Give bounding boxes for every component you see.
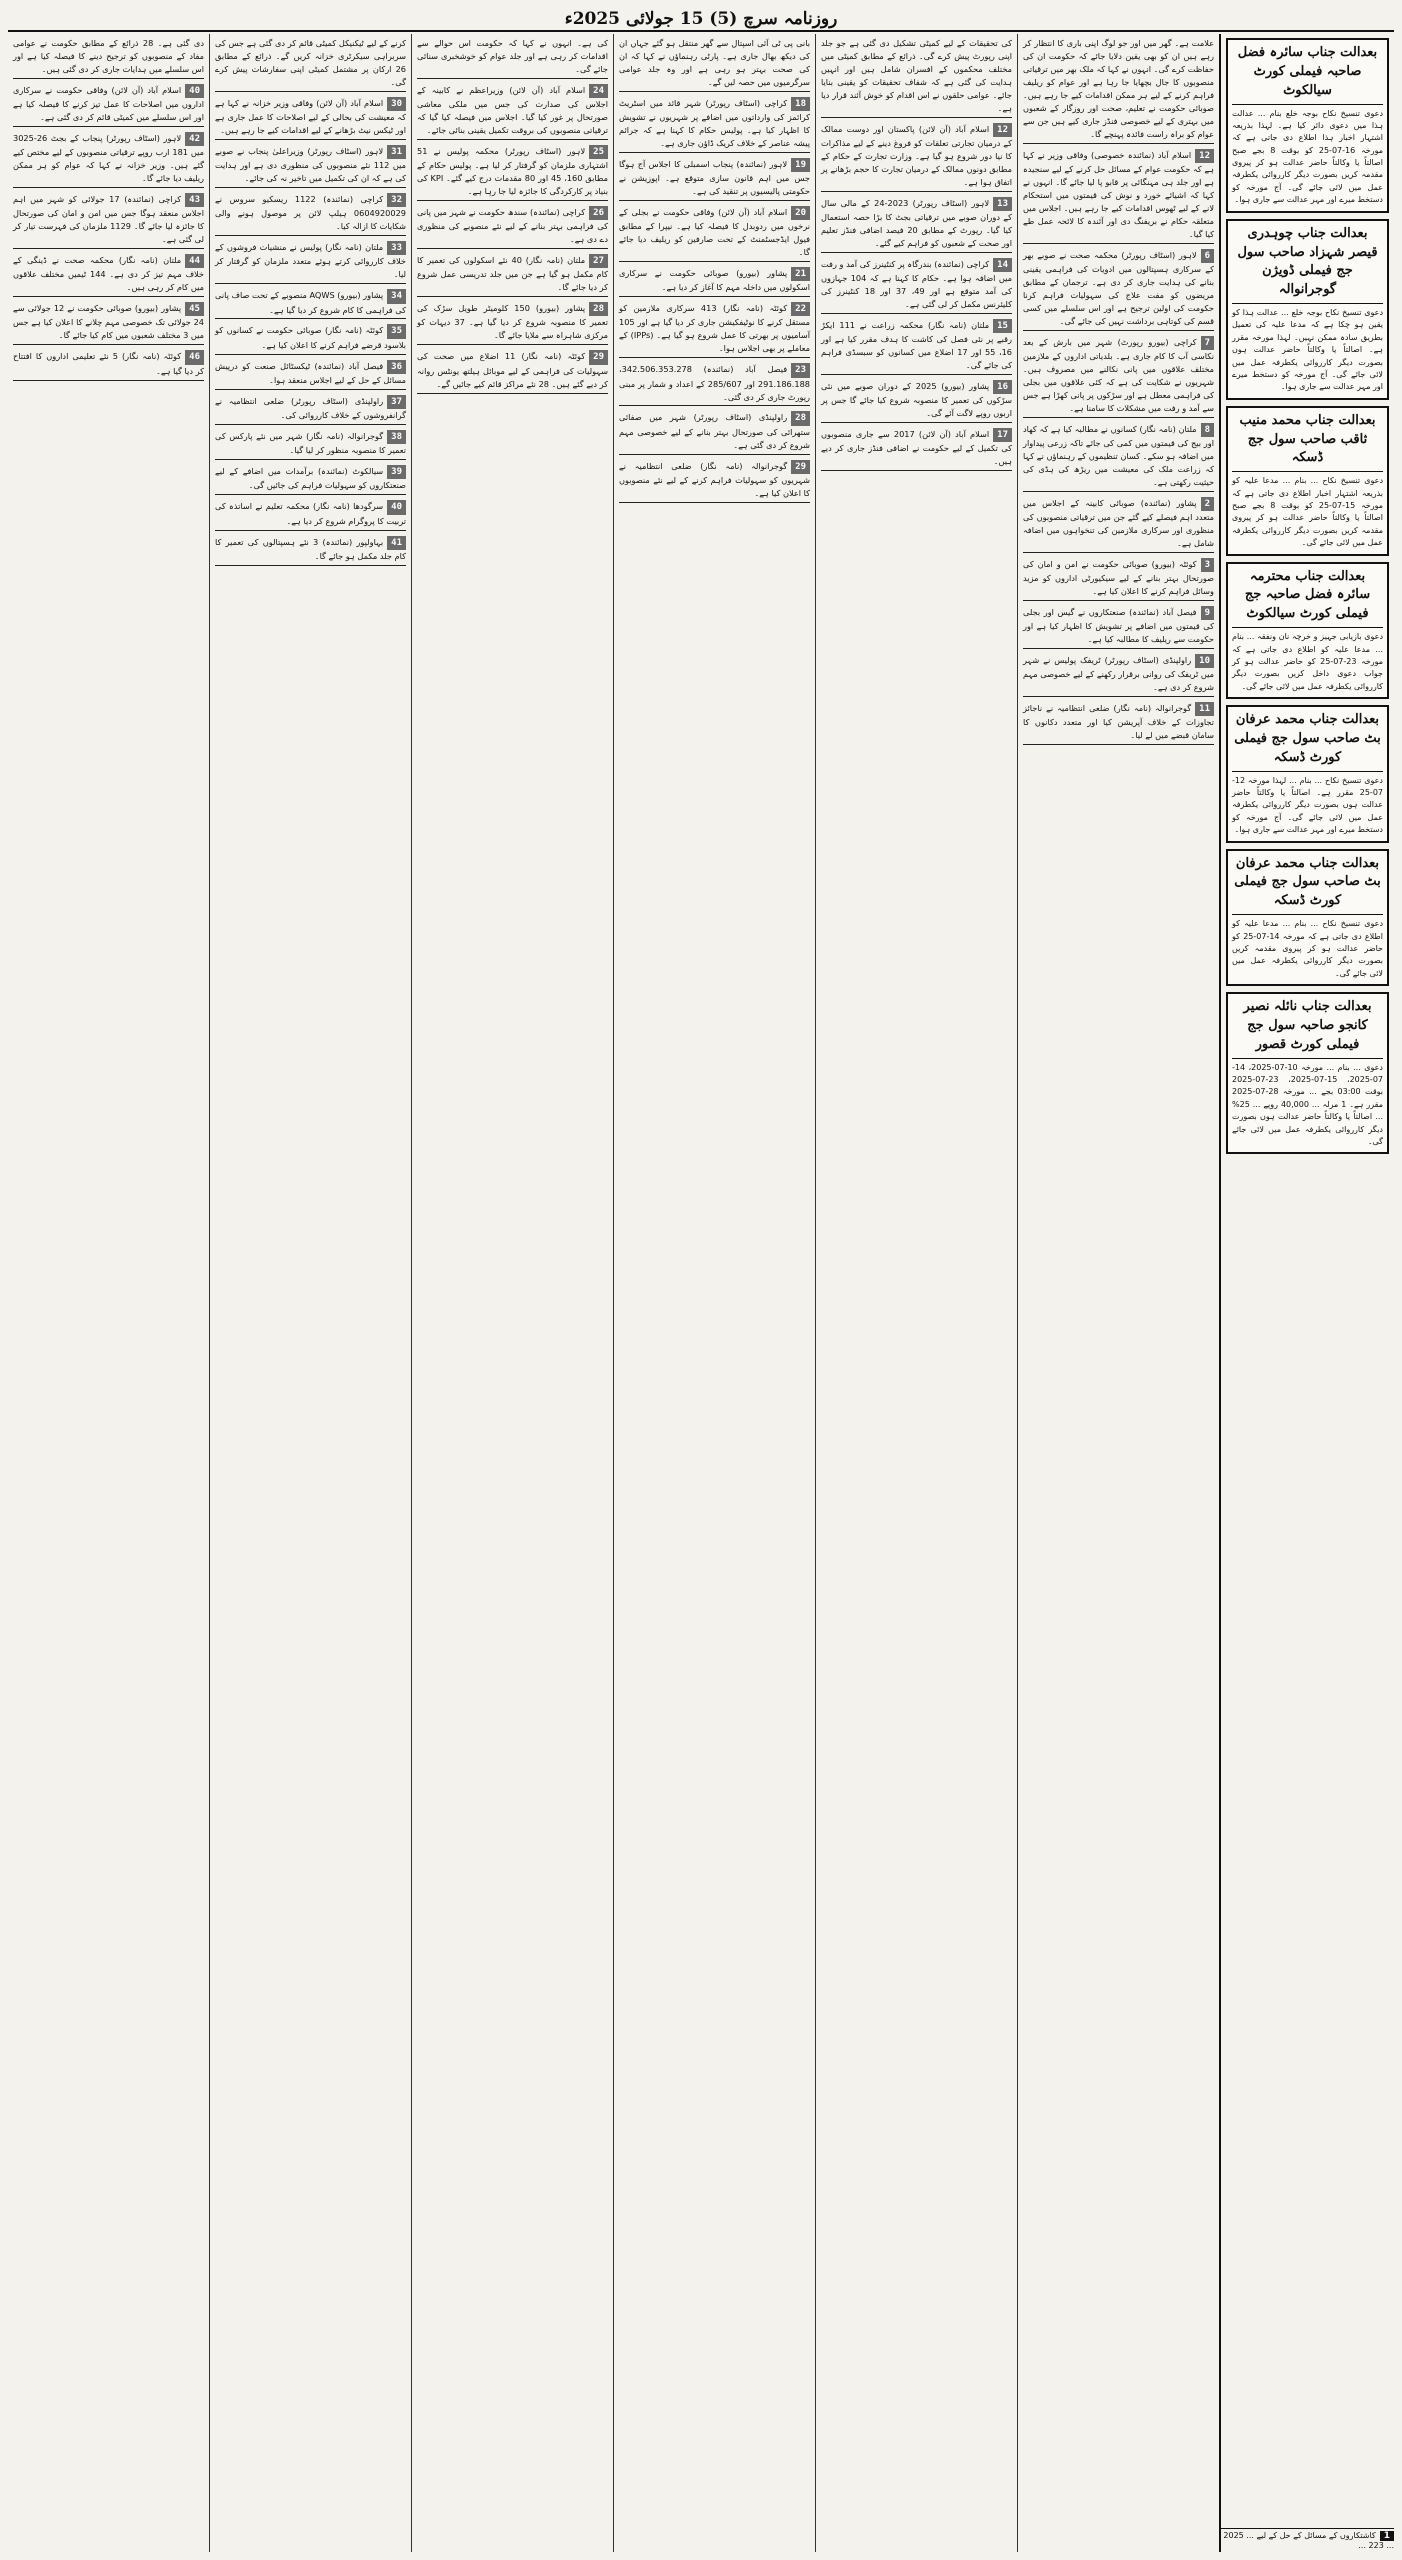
news-item-text-wrap: [417, 206, 608, 246]
news-item-text: ملتان (نامہ نگار) محکمہ زراعت نے 111 ایکڑ رقبے پر نئی فصل کی کاشت کا ہدف مقرر کیا ہے اور 16، 55 اور 17 اضلاع میں کسانوں کو سبسڈی فراہم کی جائے گی۔: [821, 319, 1013, 371]
news-item-number-badge: 23: [791, 363, 810, 377]
news-item-text-wrap: [1023, 249, 1214, 328]
news-item-text-wrap: [215, 97, 406, 137]
news-item-text-wrap: [1023, 654, 1214, 694]
court-notice: [1226, 562, 1389, 699]
news-column-6: [8, 34, 209, 2552]
news-item: [13, 302, 204, 345]
news-item-text-wrap: [215, 536, 406, 563]
news-item-text-wrap: [619, 37, 810, 89]
news-item-divider: [215, 459, 406, 460]
news-item-divider: [821, 422, 1012, 423]
news-item-text-wrap: [13, 132, 204, 185]
news-item-text: گوجرانوالہ (نامہ نگار) شہر میں نئے پارکس کی تعمیر کا منصوبہ منظور کر لیا گیا۔: [215, 431, 406, 456]
news-item-divider: [619, 296, 810, 297]
news-item-text-wrap: [1023, 497, 1214, 550]
news-item-text-wrap: [215, 324, 406, 351]
court-notice-body: دعوی تنسیخ نکاح ... بنام ... مدعا علیہ کو بذریعہ اشتہار اخبار اطلاع دی جاتی ہے کہ مورخہ 15-07-25 کو بوقت 8 بجے صبح اصالتاً یا وکالتاً حاضر عدالت ہو کر پیروی مقدمہ کریں بصورت دیگر کارروائی یکطرفہ عمل میں لائی جائے گی۔: [1232, 476, 1383, 548]
news-item-text: لاہور (اسٹاف رپورٹر) محکمہ پولیس نے 51 اشتہاری ملزمان کو گرفتار کر لیا ہے۔ پولیس حکام کے مطابق 160، 45 اور 80 مقدمات درج کیے گئے۔ KPI کی بنیاد پر کارکردگی کا جائزہ لیا جا رہا ہے۔: [417, 145, 608, 197]
news-item-text: راولپنڈی (اسٹاف رپورٹر) شہر میں صفائی ستھرائی کی صورتحال بہتر بنانے کے لیے خصوصی مہم شروع کر دی گئی ہے۔: [619, 412, 810, 450]
news-item: [1023, 702, 1214, 745]
court-notice-body: دعوی تنسیخ نکاح بوجہ خلع بنام ... عدالت ہذا میں دعوی دائر کیا ہے۔ لہذا بذریعہ اشتہار اخبار ہذا اطلاع دی جاتی ہے کہ مورخہ 16-07-25 کو بوقت 8 بجے صبح اصالتاً یا وکالتاً حاضر عدالت ہو کر پیروی مقدمہ کریں بصورت دیگر کارروائی یکطرفہ عمل میں لائی جائے گی۔ آج مورخہ کو دستخط میرے اور مہر عدالت سے جاری ہوا۔: [1232, 108, 1383, 205]
news-item-text-wrap: [619, 302, 810, 355]
news-item-number-badge: 31: [387, 145, 406, 159]
news-item-text: پشاور (بیورو) AQWS منصوبے کے تحت صاف پانی کی فراہمی کا کام شروع کر دیا گیا ہے۔: [215, 290, 406, 315]
news-item: [619, 302, 810, 358]
news-item-text: لاہور (اسٹاف رپورٹر) پنجاب کے بجٹ 26-3025 میں 181 ارب روپے ترقیاتی منصوبوں کے لیے مختص کیے گئے ہیں۔ وزیر خزانہ نے کہا کہ عوام کو ہر ممکن ریلیف دیا جائے گا۔: [13, 132, 204, 184]
news-item: [821, 380, 1012, 423]
news-item-number-badge: 40: [387, 500, 406, 514]
news-item-text: پشاور (بیورو) صوبائی حکومت نے سرکاری اسکولوں میں داخلہ مہم کا آغاز کر دیا ہے۔: [619, 268, 810, 293]
news-item-divider: [1023, 552, 1214, 553]
news-item: [417, 254, 608, 297]
news-item-divider: [13, 78, 204, 79]
news-item-text: علامت ہے۔ گھر میں اور جو لوگ اپنی باری کا انتظار کر رہے ہیں ان کو بھی یقین دلایا جائے کہ حکومت ان کی حفاظت کرے گی۔ انہوں نے کہا کہ ملک بھر میں ترقیاتی منصوبوں کا جال بچھایا جا رہا ہے اور عوام کو ریلیف فراہم کرنے کے لیے ہر ممکن اقدامات کیے جا رہے ہیں۔ صوبائی حکومت نے تعلیم، صحت اور روزگار کے شعبوں میں بہتری کے لیے خصوصی فنڈز جاری کیے ہیں جن سے عوام کو براہ راست فائدہ پہنچے گا۔: [1023, 38, 1214, 139]
footer-text: کاشتکاروں کے مسائل کے حل کے لیے ... 2025 ... 223 ...: [1223, 2531, 1394, 2550]
news-item: [619, 267, 810, 297]
news-item-divider: [1023, 744, 1214, 745]
news-item: [619, 158, 810, 201]
news-item-text: ملتان (نامہ نگار) کسانوں نے مطالبہ کیا ہے کہ کھاد اور بیج کی قیمتوں میں کمی کی جائے تاکہ زرعی پیداوار میں اضافہ ہو سکے۔ کسان تنظیموں کے رہنماؤں نے کہا کہ زراعت ملک کی معیشت میں ریڑھ کی ہڈی کی حیثیت رکھتی ہے۔: [1023, 423, 1214, 487]
news-item-text-wrap: [821, 37, 1012, 115]
news-item-divider: [215, 187, 406, 188]
news-item-divider: [1023, 648, 1214, 649]
news-item-text-wrap: [619, 158, 810, 198]
news-item-divider: [13, 126, 204, 127]
news-item-text-wrap: [13, 37, 204, 76]
news-item-text: لاہور (نمائندہ) پنجاب اسمبلی کا اجلاس آج ہوگا جس میں اہم قانون سازی متوقع ہے۔ اپوزیشن نے حکومتی پالیسیوں پر تنقید کی ہے۔: [619, 158, 810, 197]
court-notice-title: بعدالت جناب نائلہ نصیر کانجو صاحبہ سول جج فیملی کورٹ قصور: [1232, 998, 1383, 1059]
news-item: [13, 37, 204, 79]
news-item-number-badge: 13: [993, 197, 1012, 211]
news-item-text: لاہور (اسٹاف رپورٹر) محکمہ صحت نے صوبے بھر کے سرکاری ہسپتالوں میں ادویات کی فراہمی یقینی بنانے کی ہدایت جاری کر دی ہے۔ ترجمان کے مطابق مریضوں کو مفت علاج کی سہولیات فراہم کرنا حکومت کی اولین ترجیح ہے اور اس سلسلے میں کسی قسم کی کوتاہی برداشت نہیں کی جائے گی۔: [1023, 249, 1214, 326]
news-item-divider: [215, 565, 406, 566]
news-item-number-badge: 8: [1201, 423, 1214, 437]
news-item-text-wrap: [1023, 336, 1214, 415]
news-item: [417, 206, 608, 249]
news-item: [1023, 558, 1214, 601]
news-item: [215, 536, 406, 566]
news-item-text-wrap: [215, 193, 406, 233]
news-item-number-badge: 28: [589, 302, 608, 316]
news-item-divider: [417, 200, 608, 201]
news-item-text-wrap: [215, 395, 406, 422]
news-item-text: اسلام آباد (آن لائن) وفاقی وزیر خزانہ نے کہا ہے کہ معیشت کی بحالی کے لیے اصلاحات کا عمل جاری ہے اور ٹیکس نیٹ بڑھانے کے لیے اقدامات کیے جا رہے ہیں۔: [215, 97, 406, 135]
news-item-number-badge: 24: [589, 84, 608, 98]
news-item-number-badge: 34: [387, 289, 406, 303]
news-item-text: گوجرانوالہ (نامہ نگار) ضلعی انتظامیہ نے ناجائز تجاوزات کے خلاف آپریشن کیا اور متعدد دکانوں کا سامان قبضے میں لے لیا۔: [1023, 703, 1214, 741]
news-item-text: لاہور (اسٹاف رپورٹر) 2023-24 کے مالی سال کے دوران صوبے میں ترقیاتی بجٹ کا بڑا حصہ استعمال کیا گیا۔ رپورٹ کے مطابق 20 فیصد اضافی فنڈز تعلیم اور صحت کے شعبوں کو فراہم کیے گئے۔: [821, 197, 1012, 248]
news-item-number-badge: 28: [791, 411, 810, 425]
news-item-text-wrap: [215, 289, 406, 316]
news-item: [1023, 606, 1214, 649]
news-item-text: ملتان (نامہ نگار) 40 نئے اسکولوں کی تعمیر کا کام مکمل ہو گیا ہے جن میں جلد تدریسی عمل شروع کر دیا جائے گا۔: [417, 255, 608, 293]
news-item-number-badge: 43: [185, 193, 204, 207]
news-item: [215, 145, 406, 188]
news-item-number-badge: 44: [185, 254, 204, 268]
news-item-divider: [1023, 491, 1214, 492]
news-item-divider: [1023, 330, 1214, 331]
news-item: [821, 123, 1012, 192]
court-notice-title: بعدالت جناب سائرہ فضل صاحبہ فیملی کورٹ سیالکوٹ: [1232, 44, 1383, 105]
news-item-text: کوئٹہ (بیورو) صوبائی حکومت نے امن و امان کی صورتحال بہتر بنانے کے لیے سیکیورٹی اداروں کو مزید وسائل فراہم کرنے کا اعلان کیا ہے۔: [1023, 558, 1214, 596]
news-item-text: اسلام آباد (آن لائن) پاکستان اور دوست ممالک کے درمیان تجارتی تعلقات کو فروغ دینے کے لیے مذاکرات کا نیا دور شروع ہو گیا ہے۔ وزارت تجارت کے حکام کے مطابق دونوں ممالک کے درمیان تجارت کا حجم بڑھانے پر اتفاق ہوا ہے۔: [821, 123, 1012, 187]
news-item-divider: [417, 296, 608, 297]
news-item-number-badge: 17: [993, 428, 1012, 442]
news-item: [1023, 249, 1214, 331]
news-item-text-wrap: [619, 411, 810, 451]
news-item-divider: [215, 354, 406, 355]
news-item-number-badge: 25: [589, 145, 608, 159]
news-item-number-badge: 6: [1201, 249, 1214, 263]
news-item-divider: [1023, 600, 1214, 601]
court-notice: [1226, 992, 1389, 1154]
news-column-1: [1017, 34, 1219, 2552]
news-item-number-badge: 16: [993, 380, 1012, 394]
news-item-text: سیالکوٹ (نمائندہ) برآمدات میں اضافے کے لیے صنعتکاروں کو سہولیات فراہم کی جائیں گی۔: [215, 466, 406, 491]
news-item: [1023, 654, 1214, 697]
news-item-divider: [13, 248, 204, 249]
news-item-number-badge: 9: [1201, 606, 1214, 620]
footer-number-badge: 1: [1380, 2531, 1394, 2541]
news-item-text: کراچی (اسٹاف رپورٹر) شہر قائد میں اسٹریٹ کرائمز کی وارداتوں میں اضافے پر شہریوں نے تشویش کا اظہار کیا ہے۔ پولیس حکام کا کہنا ہے کہ جرائم پیشہ عناصر کے خلاف کریک ڈاؤن جاری ہے۔: [619, 97, 810, 148]
news-item-divider: [619, 261, 810, 262]
news-item: [1023, 37, 1214, 144]
news-item-number-badge: 12: [993, 123, 1012, 137]
news-item-text: بہاولپور (نمائندہ) 3 نئے ہسپتالوں کی تعمیر کا کام جلد مکمل ہو جائے گا۔: [215, 536, 406, 561]
news-item-text-wrap: [821, 197, 1012, 250]
court-notice-body: دعوی تنسیخ نکاح ... بنام ... لہذا مورخہ 12-07-25 مقرر ہے۔ اصالتاً یا وکالتاً حاضر عدالت ہوں بصورت دیگر کارروائی یکطرفہ عمل میں لائی جائے گی۔ آج مورخہ کو دستخط میرے اور مہر عدالت سے جاری ہوا۔: [1232, 775, 1383, 835]
news-item-text-wrap: [1023, 606, 1214, 646]
news-item: [215, 500, 406, 530]
news-item: [417, 37, 608, 79]
news-item-divider: [821, 252, 1012, 253]
news-item-text-wrap: [1023, 423, 1214, 489]
news-column-5: [209, 34, 411, 2552]
news-item-number-badge: 29: [589, 350, 608, 364]
news-item-text: کوئٹہ (نامہ نگار) صوبائی حکومت نے کسانوں کو بلاسود قرضے فراہم کرنے کا اعلان کیا ہے۔: [215, 325, 406, 350]
news-item: [215, 241, 406, 284]
news-item-text: اسلام آباد (آن لائن) وزیراعظم نے کابینہ کے اجلاس کی صدارت کی جس میں ملکی معاشی صورتحال پر غور کیا گیا۔ اجلاس میں فیصلہ کیا گیا کہ ترقیاتی منصوبوں کی بروقت تکمیل یقینی بنائی جائے۔: [417, 84, 608, 135]
news-column-3: [613, 34, 815, 2552]
news-item-text: کوئٹہ (نامہ نگار) 5 نئے تعلیمی اداروں کا افتتاح کر دیا گیا ہے۔: [13, 351, 204, 376]
news-item: [1023, 423, 1214, 492]
court-notice-title: بعدالت جناب چوہدری قیصر شہزاد صاحب سول جج فیملی ڈویژن گوجرانوالہ: [1232, 225, 1383, 304]
news-item-text: گوجرانوالہ (نامہ نگار) ضلعی انتظامیہ نے شہریوں کو سہولیات فراہم کرنے کے لیے نئے منصوبوں کا اعلان کیا ہے۔: [619, 460, 810, 498]
court-notice: [1226, 849, 1389, 986]
news-item-divider: [619, 405, 810, 406]
news-item-text: کراچی (نمائندہ) بندرگاہ پر کنٹینرز کی آمد و رفت میں اضافہ ہوا ہے۔ حکام کا کہنا ہے کہ 104 جہازوں کی آمد متوقع ہے اور 49، 37 اور 18 کنٹینرز کی کلیئرنس مکمل کر لی گئی ہے۔: [821, 258, 1013, 309]
news-item-text: بانی پی ٹی آئی اسپتال سے گھر منتقل ہو گئے جہاں ان کی دیکھ بھال جاری ہے۔ پارٹی رہنماؤں نے کہا کہ ان کی صحت بہتر ہو رہی ہے اور وہ جلد عوامی سرگرمیوں میں حصہ لیں گے۔: [619, 38, 810, 87]
news-item-text-wrap: [13, 193, 204, 246]
news-item-text: کراچی (نمائندہ) 1122 ریسکیو سروس نے 0604920029 ہیلپ لائن پر موصول ہونے والی شکایات کا ازالہ کیا۔: [215, 194, 406, 232]
news-item-divider: [417, 78, 608, 79]
news-item: [215, 360, 406, 390]
court-notice-body: دعوی بازیابی جہیز و خرچہ نان ونفقہ ... بنام ... مدعا علیہ کو اطلاع دی جاتی ہے کہ مورخہ 23-07-25 کو حاضر عدالت ہو کر جواب دعوی داخل کریں بصورت دیگر کارروائی یکطرفہ عمل میں لائی جائے گی۔: [1232, 632, 1383, 691]
news-item-text-wrap: [619, 460, 810, 500]
news-item-text-wrap: [821, 123, 1012, 189]
news-item: [215, 324, 406, 354]
news-item-number-badge: 36: [387, 360, 406, 374]
news-item: [215, 37, 406, 92]
news-item-text: کی ہے۔ انہوں نے کہا کہ حکومت اس حوالے سے اقدامات کر رہی ہے اور جلد عوام کو خوشخبری سنائی جائے گی۔: [417, 38, 608, 74]
news-item-text-wrap: [417, 350, 608, 390]
news-item-divider: [619, 357, 810, 358]
news-item-text-wrap: [13, 302, 204, 342]
news-item-divider: [215, 283, 406, 284]
news-item: [215, 193, 406, 236]
news-item-divider: [13, 296, 204, 297]
court-notice-title: بعدالت جناب محمد عرفان بٹ صاحب سول جج فیملی کورٹ ڈسکہ: [1232, 711, 1383, 772]
news-item: [215, 465, 406, 495]
news-item: [13, 350, 204, 380]
court-notice-title: بعدالت جناب محترمہ سائرہ فضل صاحبہ جج فیملی کورٹ سیالکوٹ: [1232, 568, 1383, 629]
news-item-divider: [13, 380, 204, 381]
news-item-text: ملتان (نامہ نگار) پولیس نے منشیات فروشوں کے خلاف کارروائی کرتے ہوئے متعدد ملزمان کو گرفتار کر لیا۔: [215, 242, 406, 280]
news-item-divider: [417, 393, 608, 394]
news-column-2: [815, 34, 1017, 2552]
news-item-text-wrap: [215, 145, 406, 185]
news-item-text: اسلام آباد (آن لائن) وفاقی حکومت نے بجلی کے نرخوں میں ردوبدل کا فیصلہ کیا ہے۔ نیپرا کے مطابق فیول ایڈجسٹمنٹ کے تحت صارفین کو ریلیف دیا جائے گا۔: [619, 207, 810, 258]
news-item: [1023, 336, 1214, 418]
news-item-divider: [215, 389, 406, 390]
news-item-text: پشاور (بیورو) صوبائی حکومت نے 12 جولائی سے 24 جولائی تک خصوصی مہم چلانے کا اعلان کیا ہے جس میں 3 مختلف شعبوں میں کام کیا جائے گا۔: [13, 303, 204, 341]
news-item-text-wrap: [821, 319, 1012, 372]
news-item-text-wrap: [1023, 702, 1214, 742]
news-item-text-wrap: [13, 254, 204, 294]
news-item-text: راولپنڈی (اسٹاف رپورٹر) ٹریفک پولیس نے شہر میں ٹریفک کی روانی برقرار رکھنے کے لیے خصوصی مہم شروع کر دی ہے۔: [1023, 654, 1214, 693]
news-item: [1023, 149, 1214, 244]
news-item-number-badge: 32: [387, 193, 406, 207]
news-item-text-wrap: [1023, 37, 1214, 141]
news-item-number-badge: 15: [993, 319, 1012, 333]
news-item: [13, 254, 204, 297]
news-item-number-badge: 38: [387, 430, 406, 444]
news-item-number-badge: 12: [1195, 149, 1214, 163]
news-item-divider: [417, 248, 608, 249]
news-item-text-wrap: [13, 84, 204, 124]
news-item: [13, 132, 204, 188]
news-item-number-badge: 10: [1195, 654, 1214, 668]
news-item-number-badge: 21: [791, 267, 810, 281]
news-item: [417, 145, 608, 201]
news-item-divider: [821, 313, 1012, 314]
news-item-text-wrap: [215, 360, 406, 387]
news-column-4: [411, 34, 613, 2552]
news-item-divider: [215, 235, 406, 236]
court-notice-title: بعدالت جناب محمد عرفان بٹ صاحب سول جج فیملی کورٹ ڈسکہ: [1232, 855, 1383, 916]
news-item-text-wrap: [215, 37, 406, 89]
news-item-text: اسلام آباد (آن لائن) وفاقی حکومت نے سرکاری اداروں میں اصلاحات کا عمل تیز کرنے کا فیصلہ کیا ہے اور اس سلسلے میں کمیٹی قائم کر دی گئی ہے۔: [13, 84, 204, 123]
news-item: [821, 319, 1012, 375]
news-item: [1023, 497, 1214, 553]
news-item-divider: [821, 117, 1012, 118]
news-item: [215, 430, 406, 460]
news-item-text-wrap: [1023, 149, 1214, 241]
news-item-divider: [821, 470, 1012, 471]
news-item-text-wrap: [619, 363, 810, 403]
columns-container: [8, 34, 1394, 2552]
news-item-divider: [821, 191, 1012, 192]
news-item-number-badge: 22: [791, 302, 810, 316]
news-item-text-wrap: [821, 428, 1012, 468]
news-item-divider: [417, 344, 608, 345]
news-item: [619, 97, 810, 153]
news-item: [215, 97, 406, 140]
news-item: [13, 193, 204, 249]
news-item-number-badge: 29: [791, 460, 810, 474]
news-item: [619, 363, 810, 406]
court-notice-title: بعدالت جناب محمد منیب ثاقب صاحب سول جج ڈسکہ: [1232, 412, 1383, 473]
news-item-number-badge: 11: [1195, 702, 1214, 716]
news-item-text-wrap: [417, 37, 608, 76]
news-item: [619, 206, 810, 262]
news-item-divider: [417, 139, 608, 140]
footer-strip: [1221, 2528, 1394, 2550]
news-item-text-wrap: [619, 97, 810, 150]
news-item-number-badge: 14: [993, 258, 1012, 272]
news-item-number-badge: 27: [589, 254, 608, 268]
news-item: [619, 460, 810, 503]
news-item-number-badge: 3: [1201, 558, 1214, 572]
news-item-number-badge: 35: [387, 324, 406, 338]
news-item-divider: [619, 152, 810, 153]
news-item-divider: [215, 530, 406, 531]
news-item-divider: [821, 374, 1012, 375]
news-item-text: لاہور (اسٹاف رپورٹر) وزیراعلیٰ پنجاب نے صوبے میں 112 نئے منصوبوں کی منظوری دی ہے اور ہدایت کی ہے کہ ان کی تکمیل میں تاخیر نہ کی جائے۔: [215, 145, 406, 184]
court-notices-column: [1219, 34, 1394, 2552]
news-item: [821, 428, 1012, 471]
news-item-number-badge: 26: [589, 206, 608, 220]
news-item-number-badge: 40: [185, 84, 204, 98]
news-item-divider: [13, 187, 204, 188]
news-item-text-wrap: [619, 267, 810, 294]
court-notice-body: دعوی ... بنام ... مورخہ 10-07-2025، 14-07-2025، 15-07-2025، 23-07-2025 بوقت 03:00 بجے ... مورخہ 28-07-2025 مقرر ہے۔ 1 مرلہ ... 40,000 روپے ... 25% ... اصالتاً یا وکالتاً حاضر عدالت ہوں بصورت دیگر کارروائی یکطرفہ عمل میں لائی جائے گی۔: [1232, 1062, 1383, 1146]
news-item-text-wrap: [417, 302, 608, 342]
court-notice: [1226, 38, 1389, 213]
news-item-divider: [215, 424, 406, 425]
court-notice: [1226, 219, 1389, 400]
news-item-text: اسلام آباد (آن لائن) 2017 سے جاری منصوبوں کی تکمیل کے لیے حکومت نے اضافی فنڈز جاری کر دیے ہیں۔: [821, 429, 1012, 467]
news-item-number-badge: 39: [387, 465, 406, 479]
news-item-text-wrap: [215, 241, 406, 281]
news-item: [215, 395, 406, 425]
news-item-text-wrap: [1023, 558, 1214, 598]
news-item-number-badge: 20: [791, 206, 810, 220]
news-item-text: ملتان (نامہ نگار) محکمہ صحت نے ڈینگی کے خلاف مہم تیز کر دی ہے۔ 144 ٹیمیں مختلف علاقوں میں کام کر رہی ہیں۔: [13, 255, 204, 293]
news-item: [821, 37, 1012, 118]
news-item-number-badge: 19: [791, 158, 810, 172]
news-item: [619, 411, 810, 454]
news-item-divider: [215, 91, 406, 92]
news-item-number-badge: 41: [387, 536, 406, 550]
news-item: [821, 197, 1012, 253]
court-notice: [1226, 705, 1389, 842]
news-item-divider: [619, 454, 810, 455]
news-item-text-wrap: [417, 84, 608, 137]
news-item-text: کوئٹہ (نامہ نگار) 11 اضلاع میں صحت کی سہولیات کی فراہمی کے لیے موبائل ہیلتھ یونٹس روانہ کر دیے گئے ہیں۔ 28 نئے مراکز قائم کیے جائیں گے۔: [417, 351, 608, 389]
news-item-number-badge: 42: [185, 132, 204, 146]
news-item: [417, 350, 608, 393]
news-item-text: کراچی (نمائندہ) سندھ حکومت نے شہر میں پانی کی فراہمی بہتر بنانے کے لیے نئے منصوبے کی منظوری دے دی ہے۔: [417, 207, 608, 245]
news-item-text-wrap: [417, 145, 608, 198]
news-item-text: راولپنڈی (اسٹاف رپورٹر) ضلعی انتظامیہ نے گرانفروشوں کے خلاف کارروائی کی۔: [215, 395, 406, 421]
news-item-number-badge: 33: [387, 241, 406, 255]
news-item-text: پشاور (بیورو) 2025 کے دوران صوبے میں نئی سڑکوں کی تعمیر کا منصوبہ شروع کیا جائے گا جس پر اربوں روپے لاگت آئے گی۔: [821, 380, 1012, 419]
news-item: [417, 302, 608, 345]
news-item-divider: [619, 200, 810, 201]
masthead: [8, 6, 1394, 32]
news-item-divider: [215, 139, 406, 140]
news-item: [215, 289, 406, 319]
news-item-number-badge: 37: [387, 395, 406, 409]
news-item: [417, 84, 608, 140]
news-item-text: کراچی (نمائندہ) 17 جولائی کو شہر میں اہم اجلاس منعقد ہوگا جس میں امن و امان کی صورتحال کا جائزہ لیا جائے گا۔ 1129 ملزمان کی فہرست تیار کر لی گئی ہے۔: [13, 194, 205, 245]
news-item-divider: [619, 502, 810, 503]
news-item-divider: [1023, 143, 1214, 144]
news-item-number-badge: 30: [387, 97, 406, 111]
news-item-number-badge: 7: [1201, 336, 1214, 350]
news-item-number-badge: 46: [185, 350, 204, 364]
news-item-text: فیصل آباد (نمائندہ) ٹیکسٹائل صنعت کو درپیش مسائل کے حل کے لیے اجلاس منعقد ہوا۔: [215, 360, 406, 385]
news-item-divider: [215, 318, 406, 319]
news-item-text-wrap: [619, 206, 810, 259]
court-notice-body: دعوی تنسیخ نکاح بوجہ خلع ... عدالت ہذا کو یقین ہو چکا ہے کہ مدعا علیہ کی تعمیل بطریق سادہ ممکن نہیں۔ لہذا مورخہ مقرر ہے۔ اصالتاً یا وکالتاً حاضر عدالت ہوں بصورت دیگر کارروائی یکطرفہ عمل میں لائی جائے گی۔ آج مورخہ کو دستخط میرے اور مہر عدالت سے جاری ہوا۔: [1232, 308, 1383, 392]
news-item-number-badge: 45: [185, 302, 204, 316]
news-item-text-wrap: [215, 430, 406, 457]
news-item-text-wrap: [13, 350, 204, 377]
news-item-text: دی گئی ہے۔ 28 ذرائع کے مطابق حکومت نے عوامی مفاد کے منصوبوں کو ترجیح دینے کا فیصلہ کیا ہے اور اس سلسلے میں ہدایات جاری کر دی گئی ہیں۔: [13, 38, 204, 74]
court-notice: [1226, 406, 1389, 556]
news-item-number-badge: 2: [1201, 497, 1214, 511]
news-item-text: پشاور (نمائندہ) صوبائی کابینہ کے اجلاس میں متعدد اہم فیصلے کیے گئے جن میں ترقیاتی منصوبوں کی منظوری اور سرکاری ملازمین کی تنخواہوں میں اضافہ شامل ہے۔: [1023, 497, 1214, 548]
news-item-divider: [1023, 417, 1214, 418]
news-item-text-wrap: [215, 465, 406, 492]
news-item-text-wrap: [821, 258, 1012, 311]
court-notice-body: دعوی تنسیخ نکاح ... بنام ... مدعا علیہ کو اطلاع دی جاتی ہے کہ مورخہ 14-07-25 کو حاضر عدالت ہو کر پیروی مقدمہ کریں بصورت دیگر کارروائی یکطرفہ عمل میں لائی جائے گی۔: [1232, 919, 1384, 978]
news-item-number-badge: 18: [791, 97, 810, 111]
masthead-text: روزنامہ سرچ (5) 15 جولائی 2025ء: [564, 8, 838, 29]
news-item-divider: [215, 494, 406, 495]
news-item-text-wrap: [821, 380, 1012, 420]
news-item: [821, 258, 1012, 314]
news-item-text: کرنے کے لیے ٹیکنیکل کمیٹی قائم کر دی گئی ہے جس کی سربراہی سیکرٹری خزانہ کریں گے۔ ذرائع کے مطابق 26 ارکان پر مشتمل کمیٹی اپنی سفارشات پیش کرے گی۔: [215, 38, 406, 87]
news-item-text: فیصل آباد (نمائندہ) 342.506.353.278، 291.186.188 اور 285/607 کے اعداد و شمار پر مبنی رپورٹ جاری کر دی گئی۔: [619, 364, 810, 402]
news-item-text-wrap: [417, 254, 608, 294]
news-item-divider: [1023, 696, 1214, 697]
news-item-text: اسلام آباد (نمائندہ خصوصی) وفاقی وزیر نے کہا ہے کہ حکومت عوام کے مسائل حل کرنے کے لیے سنجیدہ ہے اور جلد ہی مہنگائی پر قابو پا لیا جائے گا۔ انہوں نے کہا کہ اشیائے خورد و نوش کی قیمتوں میں استحکام لانے کے لیے ٹھوس اقدامات کیے جا رہے ہیں۔ اجلاس میں متعلقہ حکام نے بریفنگ دی اور آئندہ کا لائحہ عمل طے کیا گیا۔: [1023, 149, 1214, 239]
news-item-text: کراچی (بیورو رپورٹ) شہر میں بارش کے بعد نکاسی آب کا کام جاری ہے۔ بلدیاتی اداروں کے ملازمین مختلف علاقوں میں پانی نکالنے میں مصروف ہیں۔ شہریوں نے شکایت کی ہے کہ کئی علاقوں میں بجلی کی فراہمی معطل ہے اور سڑکوں پر پانی کھڑا ہے جس سے آمد و رفت میں مشکلات کا سامنا ہے۔: [1023, 336, 1214, 413]
news-item-divider: [13, 344, 204, 345]
news-item-text: کی تحقیقات کے لیے کمیٹی تشکیل دی گئی ہے جو جلد اپنی رپورٹ پیش کرے گی۔ ذرائع کے مطابق کمیٹی میں مختلف محکموں کے افسران شامل ہیں اور انہیں ہدایت کی گئی ہے کہ شفاف تحقیقات کو یقینی بنایا جائے۔ عوامی حلقوں نے اس اقدام کو خوش آئند قرار دیا ہے۔: [821, 38, 1012, 113]
news-item-divider: [619, 91, 810, 92]
news-item-text-wrap: [215, 500, 406, 527]
news-item-divider: [1023, 243, 1214, 244]
news-item-text: پشاور (بیورو) 150 کلومیٹر طویل سڑک کی تعمیر کا منصوبہ شروع کر دیا گیا ہے۔ 37 دیہات کو مرکزی شاہراہ سے ملایا جائے گا۔: [417, 303, 608, 341]
news-item: [13, 84, 204, 127]
news-item: [619, 37, 810, 92]
news-item-text: فیصل آباد (نمائندہ) صنعتکاروں نے گیس اور بجلی کی قیمتوں میں اضافے پر تشویش کا اظہار کیا ہے اور حکومت سے ریلیف کا مطالبہ کیا ہے۔: [1023, 606, 1214, 644]
news-item-text: کوئٹہ (نامہ نگار) 413 سرکاری ملازمین کو مستقل کرنے کا نوٹیفکیشن جاری کر دیا گیا ہے اور 105 آسامیوں پر بھرتی کا عمل شروع ہو گیا ہے۔ (IPPs) کے معاملے پر بھی اجلاس ہوا۔: [619, 303, 810, 354]
news-item-text: سرگودھا (نامہ نگار) محکمہ تعلیم نے اساتذہ کی تربیت کا پروگرام شروع کر دیا ہے۔: [215, 501, 406, 526]
